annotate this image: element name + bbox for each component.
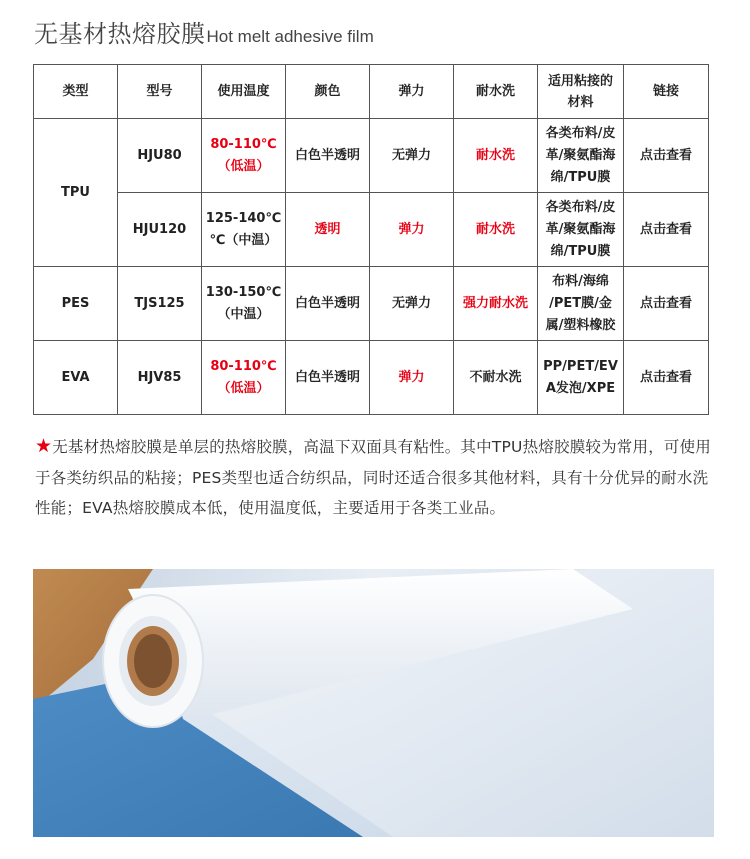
model-cell: HJU120 xyxy=(118,193,202,267)
core-hole xyxy=(134,634,172,688)
wash-cell: 耐水洗 xyxy=(454,193,538,267)
temp-line: 130-150℃ xyxy=(205,284,282,300)
temp-cell xyxy=(202,341,286,415)
link-cell[interactable]: 点击查看 xyxy=(624,193,709,267)
type-cell: PES xyxy=(34,267,118,341)
star-icon: ★ xyxy=(35,435,53,457)
material-cell xyxy=(538,119,624,193)
description-text: 无基材热熔胶膜是单层的热熔胶膜，高温下双面具有粘性。其中TPU热熔胶膜较为常用，可使用于各类纺织品的粘接；PES类型也适合纺织品，同时还适合很多其他材料，具有十分优异的耐水洗性能；EVA热熔胶膜成本低，使用温度低，主要适用于各类工业品。 xyxy=(35,438,711,517)
header-color: 颜色 xyxy=(286,65,370,119)
material-cell xyxy=(538,193,624,267)
temp-line: （低温） xyxy=(217,158,270,174)
title-zh: 无基材热熔胶膜 xyxy=(34,20,206,48)
material-line: 各类布料/皮 xyxy=(545,199,616,215)
material-line: 绵/TPU膜 xyxy=(550,169,611,185)
elastic-cell: 弹力 xyxy=(370,341,454,415)
wash-cell: 耐水洗 xyxy=(454,119,538,193)
elastic-cell: 无弹力 xyxy=(370,119,454,193)
header-model: 型号 xyxy=(118,65,202,119)
model-cell: HJV85 xyxy=(118,341,202,415)
link-cell[interactable]: 点击查看 xyxy=(624,119,709,193)
temp-line: （中温） xyxy=(217,306,270,322)
color-cell: 透明 xyxy=(286,193,370,267)
temp-cell xyxy=(202,119,286,193)
color-cell: 白色半透明 xyxy=(286,341,370,415)
material-line: PP/PET/EV xyxy=(543,358,618,374)
product-photo xyxy=(33,569,714,837)
material-line: 革/聚氨酯海 xyxy=(545,221,616,237)
temp-line: （低温） xyxy=(217,380,270,396)
temp-line: 80-110℃ xyxy=(210,358,277,374)
material-line: /PET膜/金 xyxy=(549,295,612,311)
material-line: 绵/TPU膜 xyxy=(550,243,611,259)
table-header-row xyxy=(34,65,709,119)
header-material-text: 适用粘接的材料 xyxy=(547,73,613,110)
table-row xyxy=(34,193,709,267)
material-line: A发泡/XPE xyxy=(545,380,616,396)
temp-cell xyxy=(202,193,286,267)
spec-table xyxy=(33,64,709,415)
header-elastic: 弹力 xyxy=(370,65,454,119)
material-line: 各类布料/皮 xyxy=(545,125,616,141)
header-link: 链接 xyxy=(624,65,709,119)
material-line: 布料/海绵 xyxy=(552,273,609,289)
type-cell: TPU xyxy=(34,119,118,267)
material-cell xyxy=(538,267,624,341)
link-cell[interactable]: 点击查看 xyxy=(624,341,709,415)
elastic-cell: 无弹力 xyxy=(370,267,454,341)
table-row xyxy=(34,119,709,193)
material-line: 属/塑料橡胶 xyxy=(545,317,616,333)
header-wash: 耐水洗 xyxy=(454,65,538,119)
table-row xyxy=(34,267,709,341)
header-type: 类型 xyxy=(34,65,118,119)
color-cell: 白色半透明 xyxy=(286,267,370,341)
material-line: 革/聚氨酯海 xyxy=(545,147,616,163)
title-en: Hot melt adhesive film xyxy=(206,27,374,46)
model-cell: HJU80 xyxy=(118,119,202,193)
color-cell: 白色半透明 xyxy=(286,119,370,193)
header-temp: 使用温度 xyxy=(202,65,286,119)
page-title xyxy=(34,14,374,46)
film-roll-illustration xyxy=(33,569,714,837)
material-cell xyxy=(538,341,624,415)
description xyxy=(35,431,719,524)
table-row xyxy=(34,341,709,415)
temp-line: ℃（中温） xyxy=(209,232,278,248)
wash-cell: 不耐水洗 xyxy=(454,341,538,415)
type-cell: EVA xyxy=(34,341,118,415)
temp-line: 80-110℃ xyxy=(210,136,277,152)
header-material xyxy=(538,65,624,119)
temp-cell xyxy=(202,267,286,341)
elastic-cell: 弹力 xyxy=(370,193,454,267)
temp-line: 125-140℃ xyxy=(205,210,282,226)
link-cell[interactable]: 点击查看 xyxy=(624,267,709,341)
wash-cell: 强力耐水洗 xyxy=(454,267,538,341)
model-cell: TJS125 xyxy=(118,267,202,341)
